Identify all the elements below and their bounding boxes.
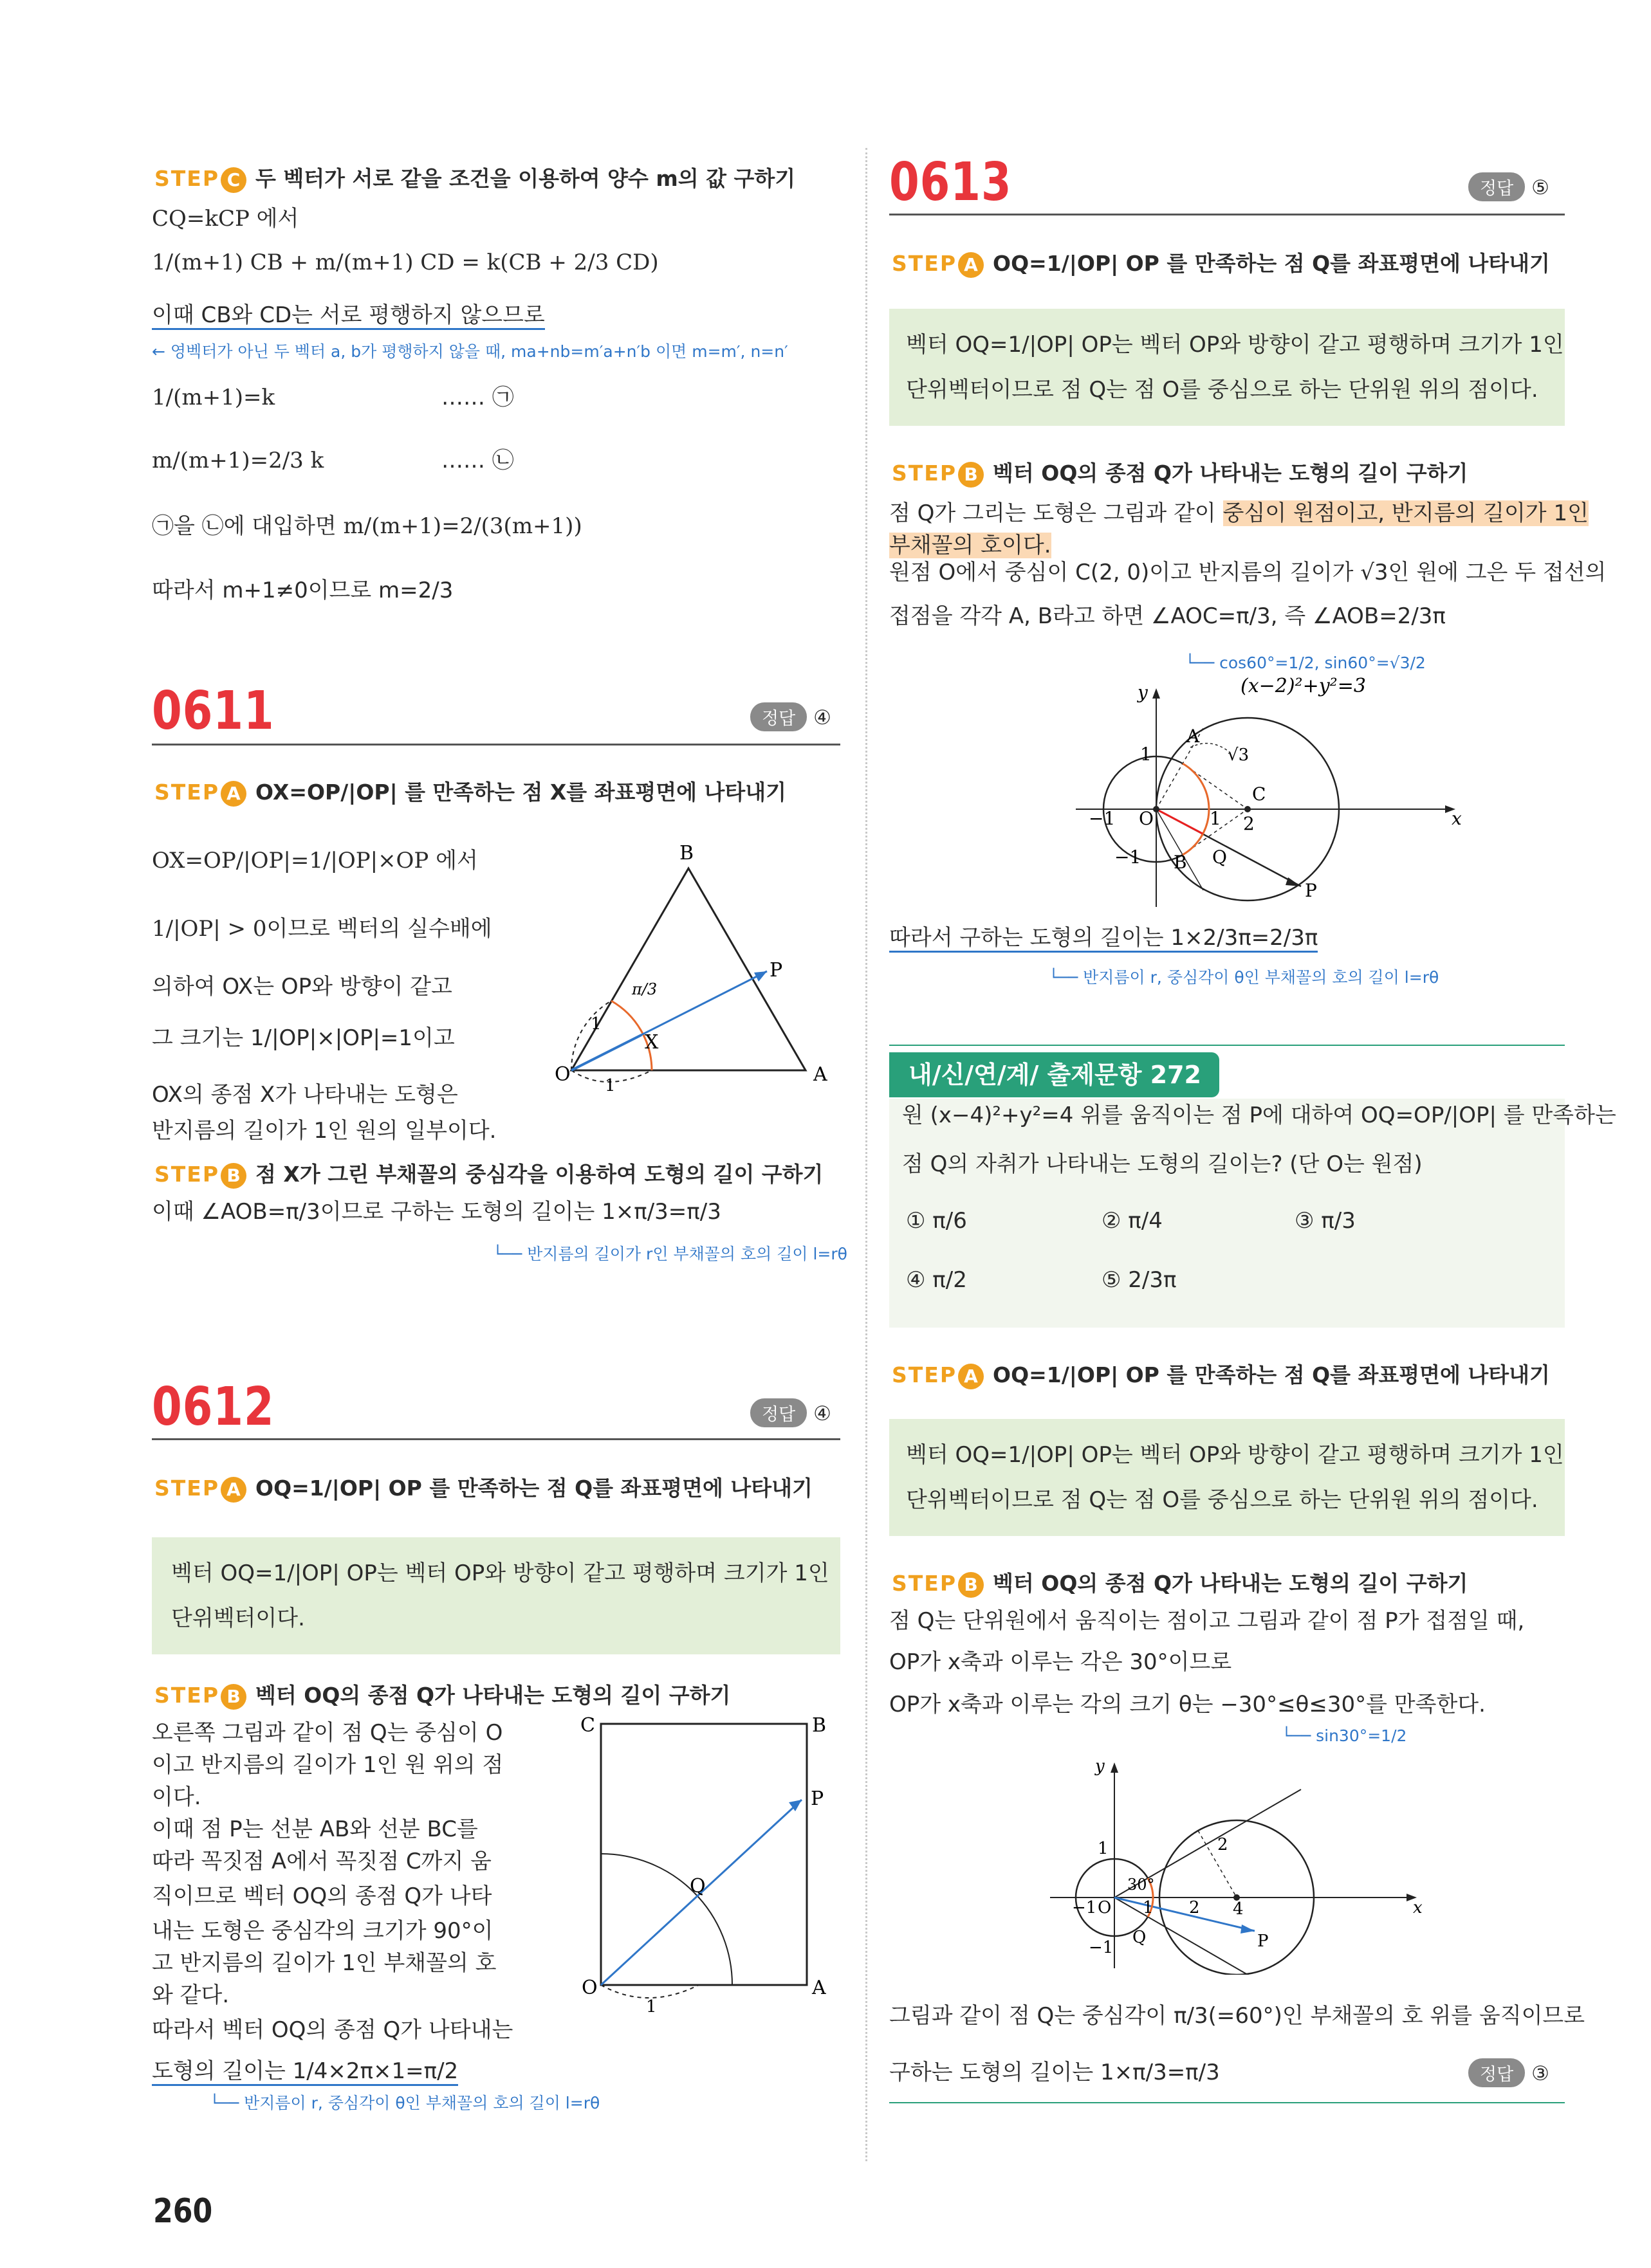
p613-line-2: 부채꼴의 호이다.	[889, 533, 1051, 558]
p613-label-1y: 1	[1140, 744, 1152, 765]
p611-line-7: 이때 ∠AOB=π/3이므로 구하는 도형의 길이는 1×π/3=π/3	[152, 1199, 721, 1225]
naesin-green-box	[889, 1419, 1565, 1536]
naesin-choice-4[interactable]: ④ π/2	[906, 1267, 967, 1293]
p613-label-minus1y: −1	[1114, 846, 1141, 868]
rule-0613	[889, 214, 1565, 215]
p613-note-2: └── 반지름이 r, 중심각이 θ인 부채꼴의 호의 길이 l=rθ	[1049, 968, 1439, 987]
naesin-question-line-2: 점 Q의 자취가 나타내는 도형의 길이는? (단 O는 원점)	[902, 1151, 1423, 1177]
p612-box-line-1: 벡터 OQ=1/|OP| OP는 벡터 OP와 방향이 같고 평행하며 크기가 1인	[171, 1560, 829, 1586]
naesin-label-P: P	[1257, 1932, 1269, 1951]
step-c-line-1: CQ=kCP 에서	[152, 206, 299, 232]
p611-line-5: OX의 종점 X가 나타내는 도형은	[152, 1082, 458, 1108]
p613-box-line-2: 단위벡터이므로 점 Q는 점 O를 중심으로 하는 단위원 위의 점이다.	[906, 377, 1538, 403]
p612-line-7: 내는 도형은 중심각의 크기가 90°이	[152, 1918, 493, 1944]
rule-0611	[152, 744, 840, 745]
naesin-label-2: 2	[1189, 1898, 1200, 1917]
naesin-line-5: 구하는 도형의 길이는 1×π/3=π/3	[889, 2060, 1220, 2085]
p612-label-B: B	[812, 1714, 827, 1737]
p613-note-1: └── cos60°=1/2, sin60°=√3/2	[1185, 654, 1426, 672]
step-c-line-5: 따라서 m+1≠0이므로 m=2/3	[152, 578, 454, 603]
naesin-label-1x: 1	[1143, 1898, 1154, 1917]
answer-0613: 정답 ⑤	[1468, 172, 1549, 201]
p613-box-line-1: 벡터 OQ=1/|OP| OP는 벡터 OP와 방향이 같고 평행하며 크기가 1인	[906, 332, 1564, 358]
p611-line-1: OX=OP/|OP|=1/|OP|×OP 에서	[152, 848, 478, 873]
p612-label-P: P	[811, 1788, 824, 1810]
naesin-rule	[889, 1045, 1565, 1046]
p611-label-1a: 1	[591, 1014, 602, 1034]
naesin-choice-3[interactable]: ③ π/3	[1295, 1208, 1356, 1234]
p612-line-5: 따라 꼭짓점 A에서 꼭짓점 C까지 움	[152, 1849, 492, 1874]
p611-line-2: 1/|OP| > 0이므로 벡터의 실수배에	[152, 916, 492, 942]
answer-0611: 정답 ④	[750, 702, 831, 731]
page-number: 260	[153, 2192, 213, 2231]
p613-label-2: 2	[1243, 813, 1255, 834]
naesin-bottom-rule	[889, 2102, 1565, 2103]
p612-line-9: 와 같다.	[152, 1982, 230, 2008]
step-c-eq-2: m/(m+1)=2/3 k	[152, 448, 324, 473]
naesin-line-1: 점 Q는 단위원에서 움직이는 점이고 그림과 같이 점 P가 접점일 때,	[889, 1608, 1525, 1634]
naesin-line-4: 그림과 같이 점 Q는 중심각이 π/3(=60°)인 부채꼴의 호 위를 움직이므로	[889, 2003, 1585, 2029]
p613-label-Q: Q	[1212, 846, 1227, 868]
step-c-heading: STEP C 두 벡터가 서로 같을 조건을 이용하여 양수 m의 값 구하기	[154, 162, 795, 193]
p613-line-4: 접점을 각각 A, B라고 하면 ∠AOC=π/3, 즉 ∠AOB=2/3π	[889, 603, 1446, 629]
p611-label-A: A	[813, 1063, 827, 1086]
p613-line-3: 원점 O에서 중심이 C(2, 0)이고 반지름의 길이가 √3인 원에 그은 두 접선의	[889, 560, 1607, 585]
naesin-badge: 내/신/연/계/ 출제문항 272	[889, 1052, 1219, 1097]
naesin-label-Q: Q	[1132, 1928, 1147, 1947]
p613-label-A: A	[1186, 726, 1200, 747]
step-c-eq-2-mark: …… ㉡	[441, 448, 514, 473]
p611-line-6: 반지름의 길이가 1인 원의 일부이다.	[152, 1118, 497, 1144]
p612-square-figure	[570, 1708, 840, 2017]
naesin-question-line-1: 원 (x−4)²+y²=4 위를 움직이는 점 P에 대하여 OQ=OP/|OP| 를 만족하는	[902, 1102, 1616, 1128]
p613-label-C: C	[1252, 783, 1266, 805]
p612-line-6: 직이므로 벡터 OQ의 종점 Q가 나타	[152, 1883, 492, 1909]
p613-label-B: B	[1174, 852, 1187, 873]
naesin-label-minus1y: −1	[1089, 1938, 1114, 1957]
p613-label-O: O	[1139, 808, 1154, 829]
column-divider	[865, 148, 867, 2161]
p613-label-1x: 1	[1210, 808, 1221, 829]
p611-step-a-heading: STEP A OX=OP/|OP| 를 만족하는 점 X를 좌표평면에 나타내기	[154, 776, 786, 807]
p611-line-4: 그 크기는 1/|OP|×|OP|=1이고	[152, 1025, 455, 1051]
naesin-line-2: OP가 x축과 이루는 각은 30°이므로	[889, 1649, 1232, 1675]
p613-label-minus1: −1	[1089, 808, 1116, 829]
p611-step-b-heading: STEP B 점 X가 그린 부채꼴의 중심각을 이용하여 도형의 길이 구하기	[154, 1158, 823, 1189]
p611-label-O: O	[555, 1063, 571, 1086]
answer-0612: 정답 ④	[750, 1398, 831, 1427]
problem-number-0611: 0611	[152, 681, 275, 742]
p612-green-box	[152, 1537, 840, 1654]
naesin-label-minus1: −1	[1072, 1898, 1097, 1917]
p612-label-1: 1	[646, 1997, 657, 2017]
p612-box-line-2: 단위벡터이다.	[171, 1605, 305, 1631]
p612-line-11: 도형의 길이는 1/4×2π×1=π/2	[152, 2057, 458, 2085]
naesin-label-y: y	[1095, 1757, 1105, 1776]
p611-label-pi3: π/3	[632, 980, 658, 998]
p613-green-box	[889, 309, 1565, 426]
p613-step-a-heading: STEP A OQ=1/|OP| OP 를 만족하는 점 Q를 좌표평면에 나타내기	[892, 247, 1550, 278]
p612-step-b-heading: STEP B 벡터 OQ의 종점 Q가 나타내는 도형의 길이 구하기	[154, 1679, 730, 1710]
naesin-label-30deg: 30°	[1127, 1876, 1155, 1894]
p612-line-8: 고 반지름의 길이가 1인 부채꼴의 호	[152, 1950, 497, 1976]
p612-line-4: 이때 점 P는 선분 AB와 선분 BC를	[152, 1816, 478, 1842]
naesin-step-b-heading: STEP B 벡터 OQ의 종점 Q가 나타내는 도형의 길이 구하기	[892, 1567, 1468, 1598]
p613-graph-equation: (x−2)²+y²=3	[1241, 675, 1366, 697]
p612-label-O: O	[582, 1977, 598, 1999]
p613-label-sqrt3: √3	[1228, 745, 1250, 765]
step-c-line-3: 이때 CB와 CD는 서로 평행하지 않으므로	[152, 301, 545, 329]
p613-line-1: 점 Q가 그리는 도형은 그림과 같이 중심이 원점이고, 반지름의 길이가 1인	[889, 500, 1589, 526]
p613-label-y: y	[1138, 682, 1148, 703]
step-c-note: ← 영벡터가 아닌 두 벡터 a, b가 평행하지 않을 때, ma+nb=m′a+n′b 이면 m=m′, n=n′	[152, 342, 788, 361]
step-c-eq-1-mark: …… ㉠	[441, 385, 514, 410]
p613-label-P: P	[1305, 880, 1317, 901]
problem-number-0612: 0612	[152, 1376, 275, 1438]
p613-label-x: x	[1452, 808, 1462, 829]
p612-step-a-heading: STEP A OQ=1/|OP| OP 를 만족하는 점 Q를 좌표평면에 나타내기	[154, 1472, 813, 1503]
p613-line-5: 따라서 구하는 도형의 길이는 1×2/3π=2/3π	[889, 924, 1318, 952]
p611-label-P: P	[770, 959, 783, 982]
naesin-label-2r: 2	[1217, 1835, 1228, 1854]
naesin-box-line-1: 벡터 OQ=1/|OP| OP는 벡터 OP와 방향이 같고 평행하며 크기가 1인	[906, 1442, 1564, 1468]
p612-line-3: 이다.	[152, 1784, 201, 1810]
p612-label-Q: Q	[690, 1875, 706, 1898]
p612-line-10: 따라서 벡터 OQ의 종점 Q가 나타내는	[152, 2017, 513, 2043]
p612-line-2: 이고 반지름의 길이가 1인 원 위의 점	[152, 1752, 504, 1778]
p612-note: └── 반지름이 r, 중심각이 θ인 부채꼴의 호의 길이 l=rθ	[210, 2094, 600, 2112]
p611-label-1b: 1	[605, 1076, 616, 1093]
naesin-label-x: x	[1413, 1898, 1423, 1917]
naesin-note: └── sin30°=1/2	[1282, 1726, 1407, 1745]
p611-label-B: B	[679, 842, 694, 864]
step-c-line-2: 1/(m+1) CB + m/(m+1) CD = k(CB + 2/3 CD)	[152, 250, 659, 275]
naesin-choice-2[interactable]: ② π/4	[1102, 1208, 1163, 1234]
p611-triangle-figure	[535, 836, 851, 1093]
p613-circle-graph	[1050, 675, 1462, 913]
p613-step-b-heading: STEP B 벡터 OQ의 종점 Q가 나타내는 도형의 길이 구하기	[892, 457, 1468, 488]
naesin-question-box	[889, 1099, 1616, 1328]
p611-line-3: 의하여 OX는 OP와 방향이 같고	[152, 974, 452, 1000]
step-c-line-4: ㉠을 ㉡에 대입하면 m/(m+1)=2/(3(m+1))	[152, 513, 582, 539]
p612-label-C: C	[580, 1714, 595, 1737]
p611-label-X: X	[645, 1031, 659, 1054]
naesin-label-O: O	[1098, 1898, 1112, 1917]
naesin-choice-5[interactable]: ⑤ 2/3π	[1102, 1267, 1177, 1293]
p612-label-A: A	[812, 1977, 826, 1999]
naesin-step-a-heading: STEP A OQ=1/|OP| OP 를 만족하는 점 Q를 좌표평면에 나타내기	[892, 1358, 1550, 1389]
naesin-choice-1[interactable]: ① π/6	[906, 1208, 967, 1234]
p612-line-1: 오른쪽 그림과 같이 점 Q는 중심이 O	[152, 1720, 503, 1746]
naesin-circle-graph	[1024, 1756, 1423, 1975]
naesin-line-3: OP가 x축과 이루는 각의 크기 θ는 −30°≤θ≤30°를 만족한다.	[889, 1692, 1486, 1717]
naesin-box-line-2: 단위벡터이므로 점 Q는 점 O를 중심으로 하는 단위원 위의 점이다.	[906, 1487, 1538, 1513]
naesin-answer: 정답 ③	[1468, 2058, 1549, 2087]
problem-number-0613: 0613	[889, 152, 1012, 213]
step-c-eq-1: 1/(m+1)=k	[152, 385, 275, 410]
naesin-label-1y: 1	[1098, 1839, 1109, 1858]
rule-0612	[152, 1438, 840, 1440]
naesin-label-4: 4	[1233, 1899, 1244, 1919]
p611-note: └── 반지름의 길이가 r인 부채꼴의 호의 길이 l=rθ	[493, 1245, 847, 1263]
